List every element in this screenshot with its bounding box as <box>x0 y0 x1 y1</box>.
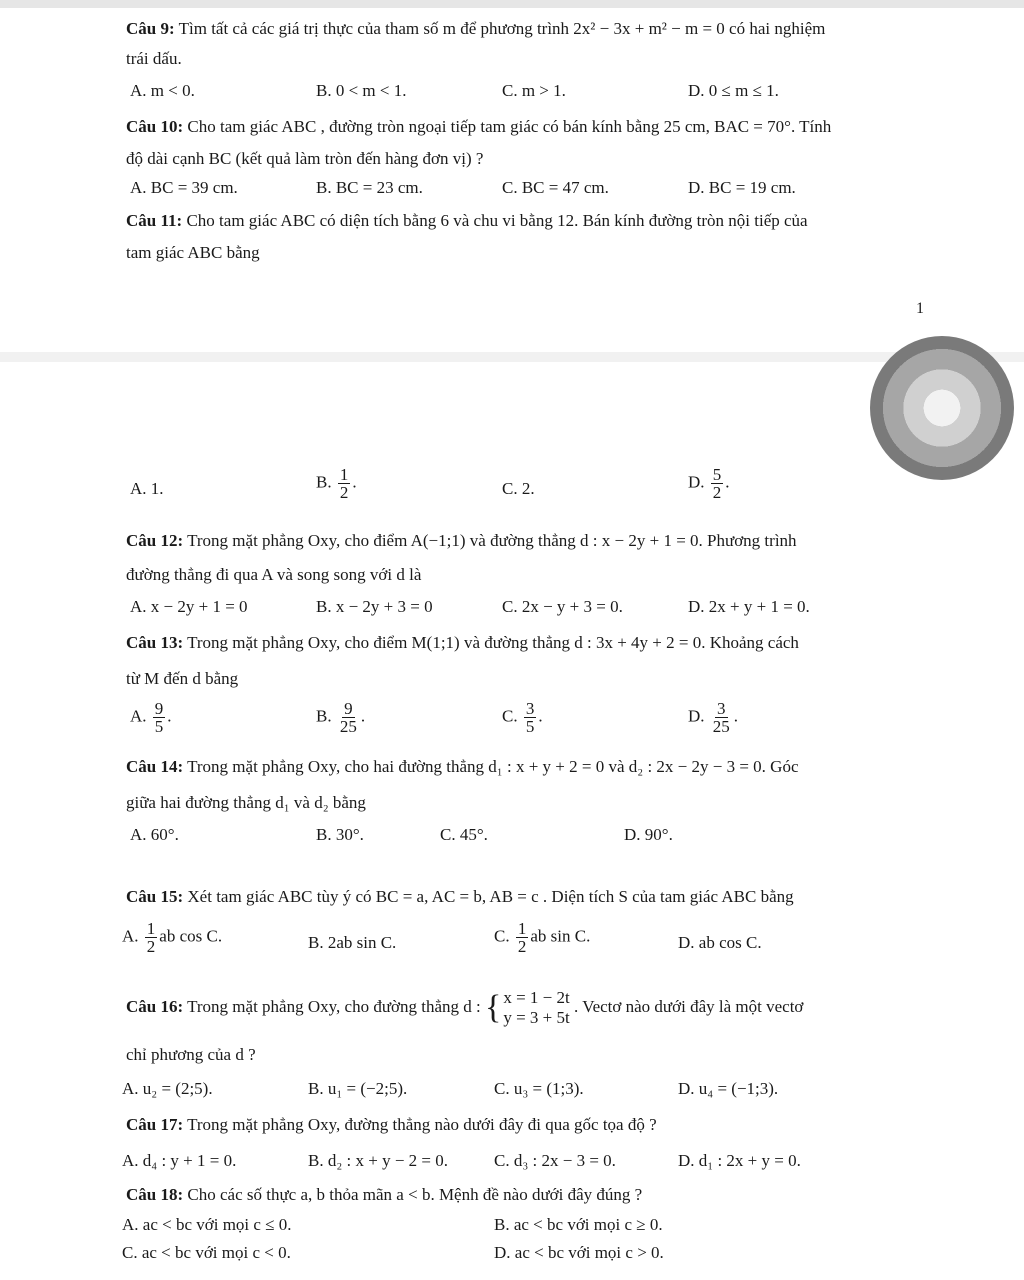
q16-sys2: y = 3 + 5t <box>503 1008 570 1027</box>
q11-option-b-fraction <box>338 466 351 501</box>
q15-label: Câu 15: <box>126 887 184 906</box>
q16-option-c[interactable]: C. u₃ = (1;3). <box>494 1079 584 1098</box>
q17-option-a[interactable]: A. d₄ : y + 1 = 0. <box>122 1151 237 1170</box>
q18-line1 <box>126 1184 642 1206</box>
q9-option-a[interactable]: A. m < 0. <box>130 81 195 100</box>
q13-option-d-fraction <box>711 700 732 735</box>
q18-option-c[interactable]: C. ac < bc với mọi c < 0. <box>122 1243 291 1262</box>
q15-option-c-rest: ab sin C. <box>530 926 591 946</box>
top-edge <box>0 0 1024 8</box>
bottom-edge <box>0 1268 1024 1280</box>
q9-text1: Tìm tất cả các giá trị thực của tham số m để phương trình 2x² − 3x + m² − m = 0 có hai nghiệm <box>178 19 826 38</box>
q15-option-a-den: 2 <box>146 937 156 956</box>
q13-option-b-prefix: B. <box>316 706 332 726</box>
q15-option-b[interactable]: B. 2ab sin C. <box>308 933 397 952</box>
q13-option-d-num: 3 <box>717 699 726 718</box>
q15-option-c-prefix: C. <box>494 926 510 946</box>
q16-label: Câu 16: <box>126 996 184 1016</box>
q15-option-c-fraction <box>516 920 529 955</box>
q13-option-a-fraction <box>153 700 166 735</box>
q16-brace: { <box>485 989 502 1026</box>
q12-option-c[interactable]: C. 2x − y + 3 = 0. <box>502 597 623 616</box>
q15-line1 <box>126 886 794 908</box>
q15-option-a-rest: ab cos C. <box>159 926 223 946</box>
q15-option-a-fraction <box>145 920 158 955</box>
q14-option-a[interactable]: A. 60°. <box>130 825 179 844</box>
q11-line2: tam giác ABC bằng <box>126 243 260 262</box>
q11-option-c[interactable]: C. 2. <box>502 479 535 498</box>
q15-text1: Xét tam giác ABC tùy ý có BC = a, AC = b, AB = c . Diện tích S của tam giác ABC bằng <box>187 887 794 906</box>
q9-option-d[interactable]: D. 0 ≤ m ≤ 1. <box>688 81 779 100</box>
q13-option-d[interactable]: D. $\frac{3}{25}$ . <box>688 699 739 736</box>
q15-option-a-num: 1 <box>146 919 156 938</box>
q17-option-d[interactable]: D. d₁ : 2x + y = 0. <box>678 1151 801 1170</box>
q17-option-c[interactable]: C. d₃ : 2x − 3 = 0. <box>494 1151 616 1170</box>
q15-option-a-prefix: A. <box>122 926 139 946</box>
q14-option-d[interactable]: D. 90°. <box>624 825 673 844</box>
q13-option-c-den: 5 <box>525 717 535 736</box>
q18-text1: Cho các số thực a, b thỏa mãn a < b. Mệnh đề nào dưới đây đúng ? <box>187 1185 643 1204</box>
q16-option-a[interactable]: A. u₂ = (2;5). <box>122 1079 213 1098</box>
q13-text1: Trong mặt phẳng Oxy, cho điểm M(1;1) và đường thẳng d : 3x + 4y + 2 = 0. Khoảng cách <box>187 633 799 652</box>
q14-line1 <box>126 756 799 778</box>
q16-system-rows <box>503 988 569 1028</box>
q18-option-b[interactable]: B. ac < bc với mọi c ≥ 0. <box>494 1215 663 1234</box>
q9-option-b[interactable]: B. 0 < m < 1. <box>316 81 407 100</box>
q10-text1: Cho tam giác ABC , đường tròn ngoại tiếp tam giác có bán kính bằng 25 cm, BAC = 70°. Tính <box>187 117 832 136</box>
q15-option-c[interactable] <box>494 920 590 955</box>
q13-option-c-prefix: C. <box>502 706 518 726</box>
q13-option-a-prefix: A. <box>130 706 147 726</box>
q16-text-after: . Vectơ nào dưới đây là một vectơ <box>574 996 804 1016</box>
q11-option-b-num: 1 <box>339 465 349 484</box>
q10-line2: độ dài cạnh BC (kết quả làm tròn đến hàng đơn vị) ? <box>126 149 484 168</box>
q15-option-c-num: 1 <box>517 919 527 938</box>
q13-option-a-num: 9 <box>154 699 164 718</box>
q14-text1: Trong mặt phẳng Oxy, cho hai đường thẳng d₁ : x + y + 2 = 0 và d₂ : 2x − 2y − 3 = 0. Góc <box>187 757 799 776</box>
q13-line2: từ M đến d bằng <box>126 669 239 688</box>
q12-label: Câu 12: <box>126 531 184 550</box>
q16-option-b[interactable]: B. u₁ = (−2;5). <box>308 1079 408 1098</box>
q16-text1: Trong mặt phẳng Oxy, cho đường thẳng d : <box>187 996 481 1016</box>
q18-option-d[interactable]: D. ac < bc với mọi c > 0. <box>494 1243 664 1262</box>
q17-label: Câu 17: <box>126 1115 184 1134</box>
q9-label: Câu 9: <box>126 19 175 38</box>
q11-option-d-num: 5 <box>712 465 722 484</box>
page-number: 1 <box>916 300 924 317</box>
q11-option-d[interactable]: D. $\frac{5}{2}$ . <box>688 465 730 502</box>
q14-option-b[interactable]: B. 30°. <box>316 825 364 844</box>
q16-option-d[interactable]: D. u₄ = (−1;3). <box>678 1079 779 1098</box>
q10-option-d[interactable]: D. BC = 19 cm. <box>688 178 796 197</box>
q13-option-c[interactable]: C. $\frac{3}{5}$ . <box>502 699 543 736</box>
q11-line1 <box>126 210 808 232</box>
q10-option-b[interactable]: B. BC = 23 cm. <box>316 178 423 197</box>
q16-sys1: x = 1 − 2t <box>503 988 570 1007</box>
q13-option-d-prefix: D. <box>688 706 705 726</box>
q13-option-d-den: 25 <box>712 717 730 736</box>
q15-option-d[interactable]: D. ab cos C. <box>678 933 762 952</box>
q16-line2: chỉ phương của d ? <box>126 1045 256 1064</box>
q11-option-b-prefix: B. <box>316 472 332 492</box>
q11-option-d-prefix: D. <box>688 472 705 492</box>
q13-line1 <box>126 632 799 654</box>
q11-text1: Cho tam giác ABC có diện tích bằng 6 và chu vi bằng 12. Bán kính đường tròn nội tiếp của <box>186 211 808 230</box>
q11-option-b[interactable]: B. $\frac{1}{2}$ . <box>316 465 357 502</box>
q12-option-a[interactable]: A. x − 2y + 1 = 0 <box>130 597 248 616</box>
q12-line2: đường thẳng đi qua A và song song với d là <box>126 565 422 584</box>
q13-option-b[interactable]: B. $\frac{9}{25}$ . <box>316 699 366 736</box>
q14-option-c[interactable]: C. 45°. <box>440 825 488 844</box>
q17-option-b[interactable]: B. d₂ : x + y − 2 = 0. <box>308 1151 449 1170</box>
q18-label: Câu 18: <box>126 1185 184 1204</box>
q11-label: Câu 11: <box>126 211 183 230</box>
q11-option-a[interactable]: A. 1. <box>130 479 164 498</box>
q9-option-c[interactable]: C. m > 1. <box>502 81 566 100</box>
q11-option-b-den: 2 <box>339 483 349 502</box>
q11-option-d-fraction <box>711 466 724 501</box>
q12-text1: Trong mặt phẳng Oxy, cho điểm A(−1;1) và đường thẳng d : x − 2y + 1 = 0. Phương trình <box>187 531 797 550</box>
q10-label: Câu 10: <box>126 117 184 136</box>
q14-line2: giữa hai đường thẳng d₁ và d₂ bằng <box>126 793 366 812</box>
q13-option-a[interactable]: A. $\frac{9}{5}$ . <box>130 699 172 736</box>
record-button-icon[interactable] <box>870 336 1014 480</box>
q13-option-a-den: 5 <box>154 717 164 736</box>
q9-line1 <box>126 18 825 40</box>
q13-option-c-fraction <box>524 700 537 735</box>
q10-line1 <box>126 116 831 138</box>
q17-line1 <box>126 1114 657 1136</box>
q9-line2: trái dấu. <box>126 49 182 68</box>
q12-option-d[interactable]: D. 2x + y + 1 = 0. <box>688 597 810 616</box>
q15-option-a[interactable] <box>122 920 222 955</box>
q13-option-b-den: 25 <box>339 717 357 736</box>
q10-option-a[interactable]: A. BC = 39 cm. <box>130 178 238 197</box>
q10-option-c[interactable]: C. BC = 47 cm. <box>502 178 609 197</box>
q14-label: Câu 14: <box>126 757 184 776</box>
q17-text1: Trong mặt phẳng Oxy, đường thẳng nào dưới đây đi qua gốc tọa độ ? <box>187 1115 657 1134</box>
q13-label: Câu 13: <box>126 633 184 652</box>
q12-line1 <box>126 530 797 552</box>
q15-option-c-den: 2 <box>517 937 527 956</box>
q12-option-b[interactable]: B. x − 2y + 3 = 0 <box>316 597 433 616</box>
q11-option-d-den: 2 <box>712 483 722 502</box>
q16-line1 <box>126 988 803 1028</box>
page-break-shade <box>0 352 1024 362</box>
q13-option-b-fraction <box>338 700 359 735</box>
q16-system <box>485 988 570 1028</box>
q13-option-b-num: 9 <box>344 699 353 718</box>
q13-option-c-num: 3 <box>525 699 535 718</box>
q18-option-a[interactable]: A. ac < bc với mọi c ≤ 0. <box>122 1215 292 1234</box>
